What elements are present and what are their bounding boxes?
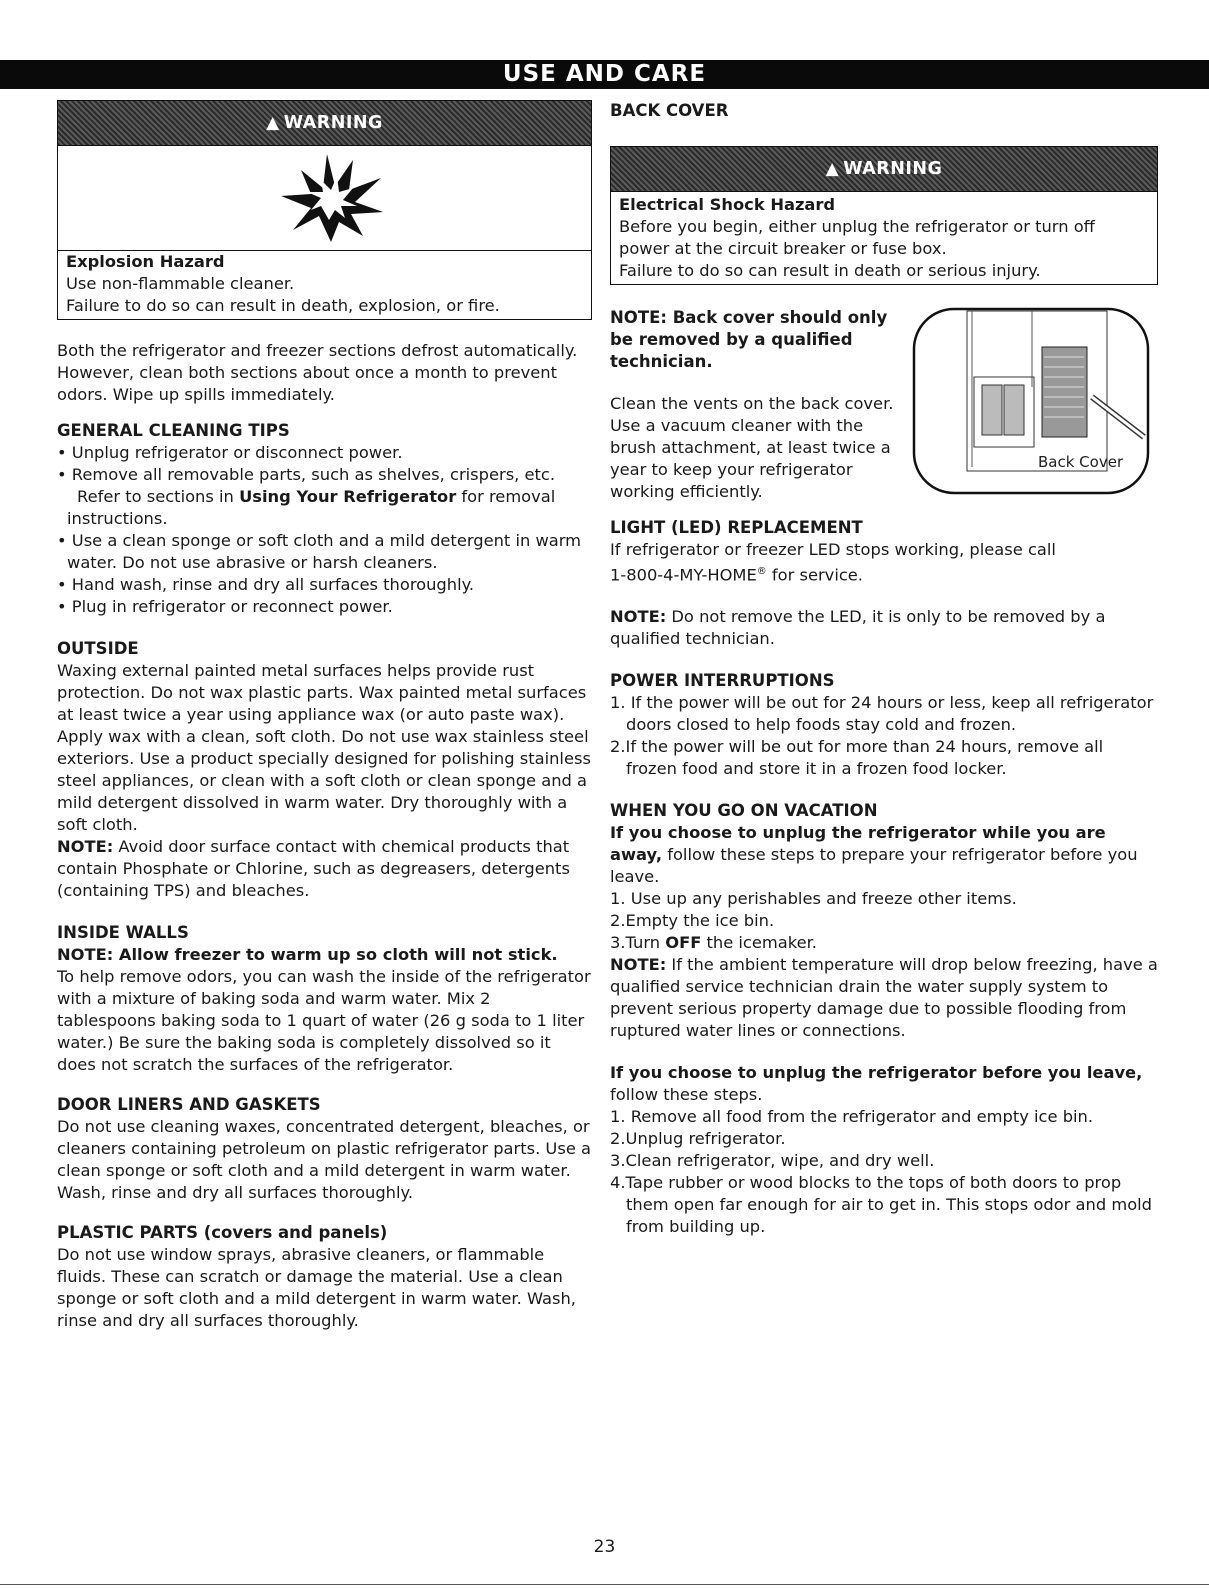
list-item: 2.Empty the ice bin. [610,911,775,931]
list-item: 4.Tape rubber or wood blocks to the tops of both doors to prop them open far enough for air to get in. This stops odor and mold from building up. [610,1173,1153,1237]
explosion-warning-box [57,100,592,320]
warning-header [611,147,1157,192]
inside-walls-note: NOTE: Allow freezer to warm up so cloth will not stick. [57,945,558,964]
warning-header-label: WARNING [843,159,943,179]
warning-line: Use non-flammable cleaner. [66,274,295,293]
warning-triangle-icon: ▲ [266,113,280,133]
warning-line: Failure to do so can result in death or serious injury. [619,261,1041,280]
explosion-icon [58,146,591,250]
page-number: 23 [593,1537,616,1557]
warning-header [58,101,591,146]
back-cover-paragraph: Clean the vents on the back cover. Use a vacuum cleaner with the brush attachment, at least twice a year to keep your refrigerator working efficiently. [610,394,894,501]
plastic-parts-heading: PLASTIC PARTS (covers and panels) [57,1223,388,1242]
warning-triangle-icon: ▲ [825,159,840,179]
outside-note: NOTE: Avoid door surface contact with chemical products that contain Phosphate or Chlorine, such as degreasers, detergents (containing TPS) and bleaches. [57,837,570,900]
list-item: • Plug in refrigerator or reconnect power. [57,597,393,616]
door-liners-paragraph: Do not use cleaning waxes, concentrated detergent, bleaches, or cleaners containing petroleum on plastic refrigerator parts. Use a clean sponge or soft cloth and a mild detergent in warm water. Wash, rinse and dry all surfaces thoroughly. [57,1117,592,1202]
electrical-warning-box [610,146,1158,285]
outside-heading: OUTSIDE [57,639,139,658]
outside-paragraph: Waxing external painted metal surfaces helps provide rust protection. Do not wax plastic parts. Wax painted metal surfaces at least twice a year using appliance wax (or auto paste wax). Apply wax with a clean, soft cloth. Do not use wax stainless steel exteriors. Use a product specially designed for polishing stainless steel appliances, or clean with a soft cloth or clean sponge and a mild detergent dissolved in warm water. Dry thoroughly with a soft cloth. [57,661,591,834]
back-cover-section [610,307,1158,511]
light-phone-line: 1-800-4-MY-HOME® for service. [610,565,863,585]
back-cover-label: Back Cover [1038,453,1124,471]
light-paragraph: If refrigerator or freezer LED stops working, please call [610,540,1056,559]
light-heading: LIGHT (LED) REPLACEMENT [610,518,863,537]
list-item: 3.Clean refrigerator, wipe, and dry well. [610,1151,935,1171]
intro-paragraph: Both the refrigerator and freezer sections defrost automatically. However, clean both sections about once a month to prevent odors. Wipe up spills immediately. [57,341,578,404]
list-item: • Use a clean sponge or soft cloth and a mild detergent in warm water. Do not use abrasive or harsh cleaners. [57,531,582,572]
inside-walls-heading: INSIDE WALLS [57,923,189,942]
section-banner: USE AND CARE [0,60,1209,89]
plastic-parts-paragraph: Do not use window sprays, abrasive cleaners, or flammable fluids. These can scratch or damage the material. Use a clean sponge or soft cloth and a mild detergent in warm water. Wash, rinse and dry all surfaces thoroughly. [57,1245,576,1330]
back-cover-heading: BACK COVER [610,101,729,120]
hazard-title: Explosion Hazard [66,252,225,271]
list-item: • Remove all removable parts, such as shelves, crispers, etc. Refer to sections in Using Your Refrigerator for removal instructions. [57,465,556,528]
list-item: • Unplug refrigerator or disconnect power. [57,443,403,462]
bottom-rule [0,1584,1209,1585]
warning-line: Before you begin, either unplug the refrigerator or turn off power at the circuit breaker or fuse box. [619,217,1095,258]
hazard-title: Electrical Shock Hazard [619,195,836,214]
list-item: • Hand wash, rinse and dry all surfaces thoroughly. [57,575,475,594]
power-heading: POWER INTERRUPTIONS [610,671,835,691]
list-item: 2.Unplug refrigerator. [610,1129,786,1149]
list-item: 1. If the power will be out for 24 hours or less, keep all refrigerator doors closed to help foods stay cold and frozen. [610,693,1154,735]
right-column [610,100,1158,1238]
back-cover-illustration [912,307,1150,495]
vacation-lead: If you choose to unplug the refrigerator before you leave, follow these steps. [610,1063,1143,1105]
warning-header-label: WARNING [283,113,383,133]
light-note: NOTE: Do not remove the LED, it is only to be removed by a qualified technician. [610,607,1106,649]
list-item: 3.Turn OFF the icemaker. [610,933,817,953]
vacation-lead: If you choose to unplug the refrigerator while you are away, follow these steps to prepare your refrigerator before you leave. [610,823,1138,887]
list-item: 2.If the power will be out for more than 24 hours, remove all frozen food and store it in a frozen food locker. [610,737,1104,779]
left-column [57,100,592,1332]
list-item: 1. Remove all food from the refrigerator and empty ice bin. [610,1107,1094,1127]
door-liners-heading: DOOR LINERS AND GASKETS [57,1095,321,1114]
vacation-heading: WHEN YOU GO ON VACATION [610,801,878,821]
vacation-note: NOTE: If the ambient temperature will drop below freezing, have a qualified service technician drain the water supply system to prevent serious property damage due to possible flooding from ruptured water lines or connections. [610,955,1158,1041]
back-cover-note: NOTE: Back cover should only be removed by a qualified technician. [610,308,888,371]
inside-walls-paragraph: To help remove odors, you can wash the inside of the refrigerator with a mixture of baking soda and warm water. Mix 2 tablespoons baking soda to 1 quart of water (26 g soda to 1 liter water.) Be sure the baking soda is completely dissolved so it does not scratch the surfaces of the refrigerator. [57,967,591,1074]
general-cleaning-heading: GENERAL CLEANING TIPS [57,421,290,440]
warning-line: Failure to do so can result in death, explosion, or fire. [66,296,500,315]
list-item: 1. Use up any perishables and freeze other items. [610,889,1017,909]
